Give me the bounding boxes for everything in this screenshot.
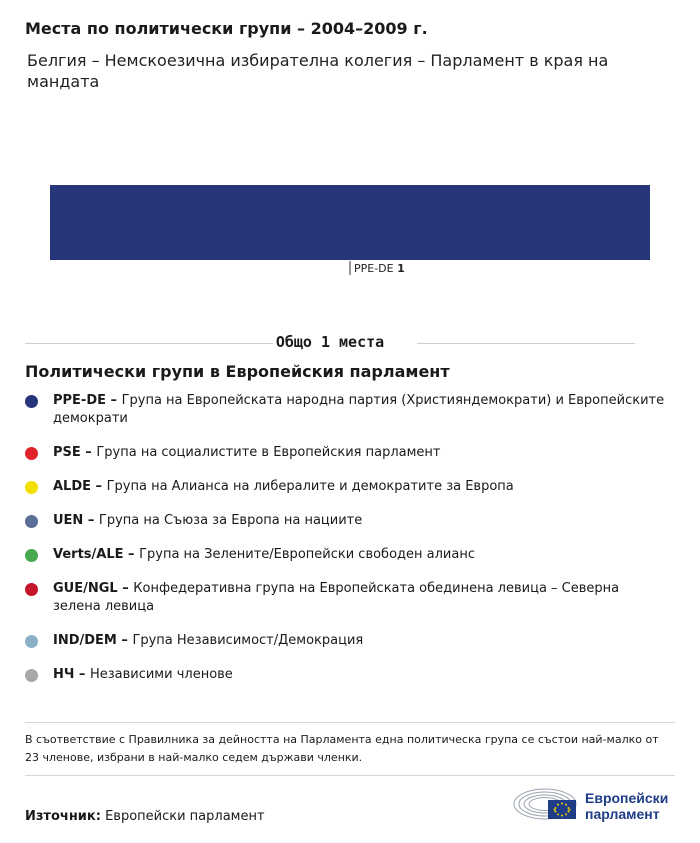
chart-title: Места по политически групи – 2004–2009 г. [25,19,428,38]
total-seats-label: Общо 1 места [275,333,385,351]
legend-color-dot [25,395,38,408]
ep-logo-line2: парламент [585,806,660,822]
legend-item: Verts/ALE – Група на Зелените/Европейски свободен алианс [25,546,665,564]
legend [25,392,665,684]
legend-text: Група на Съюза за Европа на нациите [98,513,363,528]
divider [25,775,675,776]
legend-color-dot [25,549,38,562]
legend-item: ALDE – Група на Алианса на либералите и демократите за Европа [25,478,665,496]
source-value: Европейски парламент [105,809,265,824]
legend-color-dot [25,635,38,648]
legend-item: PPE-DE – Група на Европейската народна партия (Християндемократи) и Европейските демократи [25,392,665,428]
legend-item: PSE – Група на социалистите в Европейския парламент [25,444,665,462]
seat-bar-chart [0,170,700,280]
bar-category-label: PPE-DE [354,262,398,275]
legend-color-dot [25,447,38,460]
legend-code: GUE/NGL [53,581,118,596]
bar-data-label [354,262,405,275]
bar-segment-ppe-de [50,185,650,260]
legend-text: Независими членове [89,667,233,682]
legend-title: Политически групи в Европейския парламент [25,362,450,381]
legend-code: PSE [53,445,81,460]
legend-text: Група на Алианса на либералите и демократите за Европа [106,479,514,494]
footnote: В съответствие с Правилника за дейността на Парламента една политическа група се състои най-малко от 23 членове, избрани в най-малко седем държави членки. [25,733,659,764]
ep-logo-line1: Европейски [585,790,669,806]
legend-code: НЧ [53,667,75,682]
divider [25,722,675,723]
source [25,809,265,824]
legend-code: IND/DEM [53,633,117,648]
ep-emblem-icon [513,784,583,824]
legend-color-dot [25,669,38,682]
legend-color-dot [25,481,38,494]
bar-value-label: 1 [397,262,405,275]
ep-logo [513,784,683,824]
chart-subtitle: Белгия – Немскоезична избирателна колегия – Парламент в края на мандата [27,51,609,91]
legend-item: GUE/NGL – Конфедеративна група на Европейската обединена левица – Северна зелена левица [25,580,665,616]
ep-logo-text [585,790,668,822]
legend-color-dot [25,583,38,596]
legend-code: Verts/ALE [53,547,124,562]
legend-text: Група на Зелените/Европейски свободен алианс [139,547,475,562]
source-label: Източник: [25,809,101,824]
legend-code: ALDE [53,479,92,494]
legend-item: НЧ – Независими членове [25,666,665,684]
legend-text: Група на Европейската народна партия (Християндемократи) и Европейските демократи [53,393,665,426]
legend-color-dot [25,515,38,528]
legend-code: UEN [53,513,84,528]
legend-text: Група на социалистите в Европейския парламент [96,445,441,460]
legend-code: PPE-DE [53,393,107,408]
legend-text: Конфедеративна група на Европейската обединена левица – Северна зелена левица [53,581,620,614]
total-seats [25,333,635,353]
legend-text: Група Независимост/Демокрация [132,633,364,648]
legend-item: IND/DEM – Група Независимост/Демокрация [25,632,665,650]
legend-item: UEN – Група на Съюза за Европа на нациите [25,512,665,530]
